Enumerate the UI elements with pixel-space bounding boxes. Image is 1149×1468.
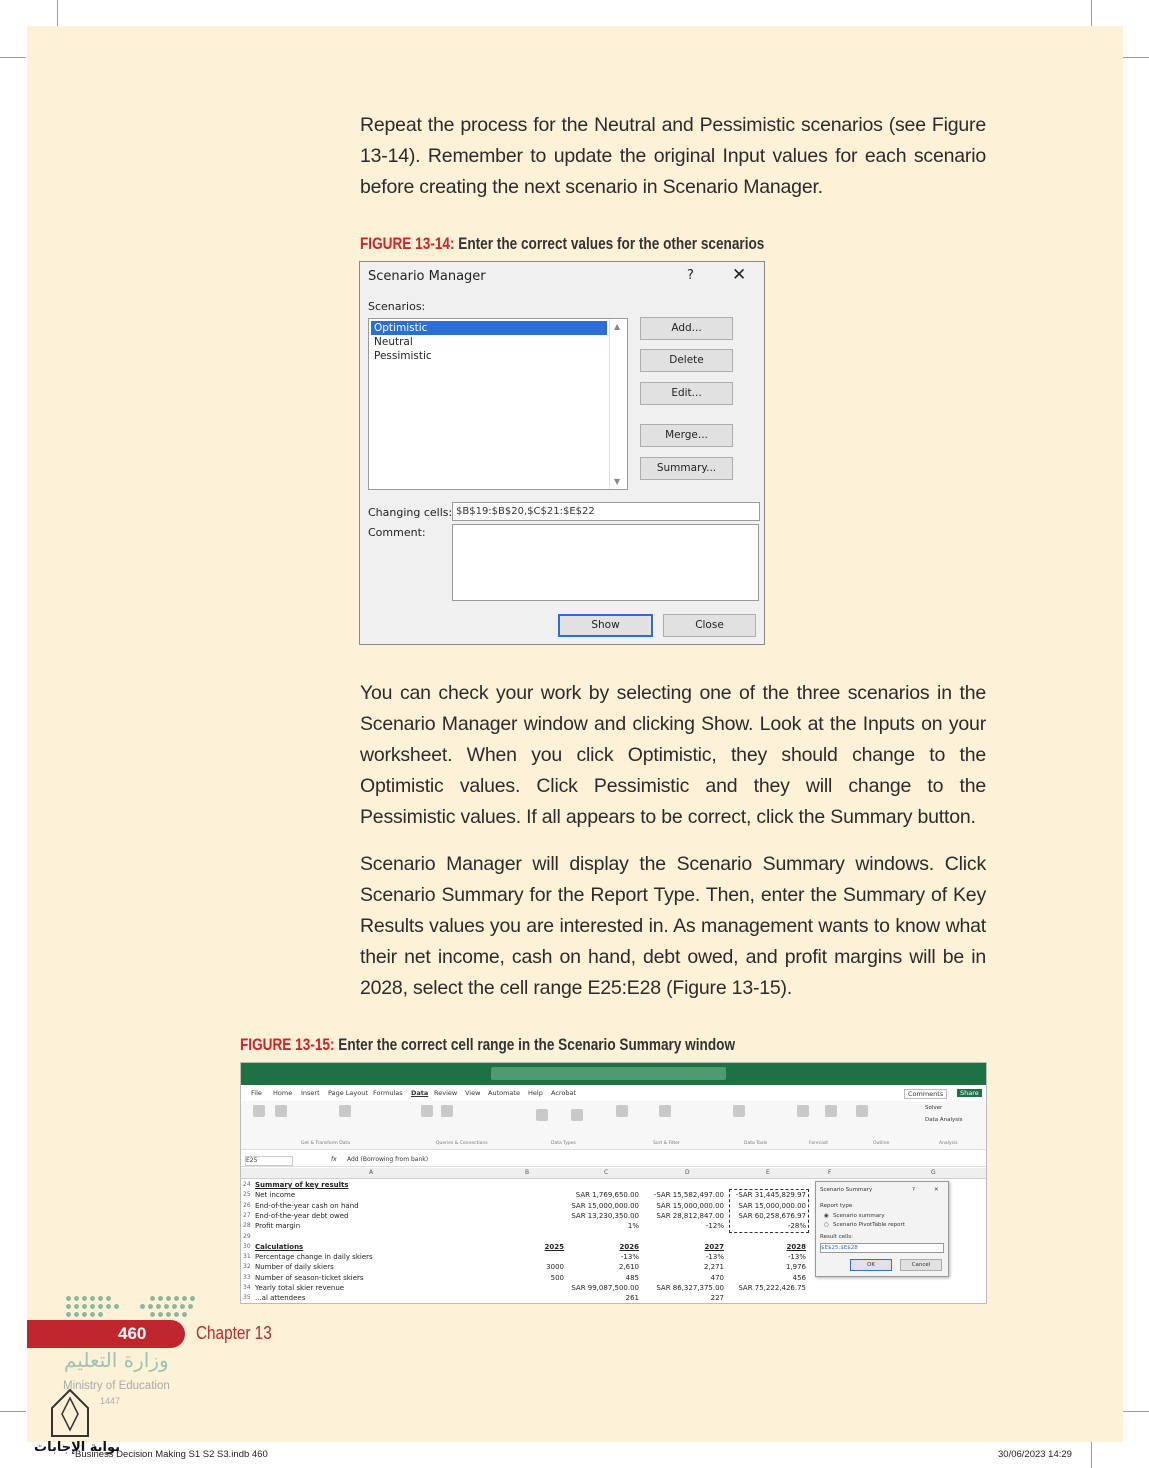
logo-dot: [82, 1304, 87, 1309]
logo-dot: [158, 1312, 163, 1317]
table-cell[interactable]: SAR 60,258,676.97: [738, 1211, 806, 1220]
table-cell[interactable]: -12%: [705, 1222, 724, 1231]
menu-file[interactable]: File: [251, 1089, 262, 1097]
column-header[interactable]: G: [931, 1169, 936, 1176]
pen-emblem-icon: [48, 1388, 92, 1440]
table-cell[interactable]: End-of-the-year debt owed: [255, 1211, 349, 1220]
share-button[interactable]: Share: [957, 1089, 982, 1097]
table-cell[interactable]: 456: [792, 1273, 806, 1282]
forecast-sheet-icon[interactable]: [825, 1105, 837, 1117]
from-text-icon[interactable]: [275, 1105, 287, 1117]
column-headers: [241, 1168, 986, 1179]
figure-13-15-caption: [240, 1035, 735, 1055]
logo-dot: [82, 1312, 87, 1317]
ribbon-group-label: Data Types: [551, 1141, 576, 1146]
table-cell[interactable]: 485: [625, 1273, 639, 1282]
table-cell[interactable]: SAR 86,327,375.00: [656, 1284, 724, 1292]
logo-dot: [190, 1296, 195, 1301]
row-number[interactable]: 24: [243, 1181, 251, 1188]
logo-dot: [74, 1304, 79, 1309]
add-button[interactable]: Add...: [640, 317, 733, 340]
paragraph-check-work: You can check your work by selecting one of the three scenarios in the Scenario Manager window and clicking Show. Look at the Inputs on your worksheet. When you click Optimistic, they should change to the Optimistic values. Click Pessimistic and they will change to the Pessimistic values. If all appears to be correct, click the Summary button.: [360, 682, 986, 828]
merge-button[interactable]: Merge...: [640, 424, 733, 447]
table-cell[interactable]: ...al attendees: [255, 1294, 306, 1303]
cancel-button[interactable]: Cancel: [900, 1259, 942, 1271]
scenario-summary-dialog: [815, 1181, 949, 1277]
column-header[interactable]: F: [828, 1169, 832, 1176]
table-cell[interactable]: SAR 1,769,650.00: [575, 1191, 639, 1200]
row-number[interactable]: 27: [243, 1211, 251, 1219]
table-cell[interactable]: -13%: [705, 1253, 724, 1262]
page-number-tab: [27, 1320, 185, 1348]
paragraph-repeat-process: Repeat the process for the Neutral and Pessimistic scenarios (see Figure 13-14). Remember to update the original Input values for each scenario before creating the next scenario in Scenario Manager.: [360, 114, 986, 198]
table-cell[interactable]: -13%: [787, 1253, 806, 1262]
queries-icon[interactable]: [441, 1105, 453, 1117]
logo-dot: [158, 1296, 163, 1301]
comment-field[interactable]: [452, 524, 759, 601]
ribbon-group-label: Forecast: [809, 1141, 829, 1146]
figure-caption-text: Enter the correct values for the other scenarios: [454, 234, 765, 253]
row-number[interactable]: 34: [243, 1284, 251, 1291]
scenario-item-pessimistic[interactable]: Pessimistic: [374, 350, 432, 362]
chapter-label: Chapter 13: [196, 1323, 272, 1343]
excel-ribbon: [241, 1101, 986, 1150]
table-cell[interactable]: 1%: [627, 1222, 639, 1231]
ribbon-group-label: Outline: [873, 1141, 890, 1146]
logo-dot: [182, 1296, 187, 1301]
table-cell[interactable]: 261: [625, 1294, 639, 1303]
selected-range-marquee: [729, 1189, 809, 1233]
table-cell[interactable]: SAR 28,812,847.00: [656, 1211, 724, 1220]
table-cell[interactable]: 3000: [546, 1263, 564, 1272]
figure-label: FIGURE 13-15:: [240, 1035, 335, 1054]
row-number[interactable]: 31: [243, 1253, 251, 1261]
table-cell[interactable]: SAR 15,000,000.00: [738, 1201, 806, 1210]
scenarios-label: Scenarios:: [368, 300, 426, 313]
fx-icon: fx: [331, 1156, 337, 1163]
page-number: 460: [118, 1324, 147, 1343]
logo-dot: [166, 1296, 171, 1301]
changing-cells-field[interactable]: $B$19:$B$20,$C$21:$E$22: [452, 502, 760, 521]
table-cell[interactable]: Number of daily skiers: [255, 1263, 334, 1272]
scenarios-listbox[interactable]: [368, 318, 628, 490]
figure-caption-text: Enter the correct cell range in the Scenario Summary window: [334, 1035, 736, 1054]
radio-unselected-icon[interactable]: ○: [824, 1222, 829, 1228]
table-cell[interactable]: Percentage change in daily skiers: [255, 1253, 373, 1262]
table-cell[interactable]: Profit margin: [255, 1222, 301, 1231]
result-cells-label: Result cells:: [820, 1234, 853, 1240]
row-number[interactable]: 35: [243, 1294, 251, 1302]
changing-cells-label: Changing cells:: [368, 506, 453, 519]
table-cell[interactable]: 2028: [786, 1242, 806, 1251]
delete-button[interactable]: Delete: [640, 349, 733, 372]
table-cell[interactable]: Summary of key results: [255, 1181, 349, 1189]
formula-bar: [241, 1154, 986, 1167]
logo-dot: [172, 1304, 177, 1309]
watermark-text: بوابة الإجابات: [34, 1440, 120, 1455]
logo-dot: [106, 1296, 111, 1301]
dialog-title: Scenario Manager: [368, 269, 486, 284]
logo-dot: [90, 1296, 95, 1301]
radio-selected-icon[interactable]: ◉: [824, 1213, 829, 1219]
logo-dot: [174, 1296, 179, 1301]
text-to-columns-icon[interactable]: [733, 1105, 745, 1117]
table-cell[interactable]: SAR 13,230,350.00: [571, 1211, 639, 1220]
paragraph-scenario-summary: Scenario Manager will display the Scenario Summary windows. Click Scenario Summary for the Report Type. Then, enter the Summary of Key Results values you are interested in. As management wants to know what their net income, cash on hand, debt owed, and profit margins will be in 2028, select the cell range E25:E28 (Figure 13-15).: [360, 853, 986, 999]
summary-button[interactable]: Summary...: [640, 457, 733, 480]
logo-dot: [82, 1296, 87, 1301]
scenario-item-neutral[interactable]: Neutral: [374, 336, 413, 348]
currencies-icon[interactable]: [571, 1109, 583, 1121]
logo-dot: [98, 1312, 103, 1317]
logo-dot: [150, 1312, 155, 1317]
logo-dot: [156, 1304, 161, 1309]
close-icon[interactable]: ✕: [732, 265, 747, 285]
show-button[interactable]: Show: [558, 614, 653, 637]
excel-screenshot: [240, 1062, 987, 1304]
help-icon[interactable]: ?: [912, 1187, 915, 1193]
get-data-icon[interactable]: [253, 1105, 265, 1117]
help-icon[interactable]: ?: [687, 268, 694, 283]
logo-dot: [180, 1304, 185, 1309]
row-number[interactable]: 26: [243, 1201, 251, 1209]
table-cell[interactable]: Yearly total skier revenue: [255, 1284, 345, 1292]
table-cell[interactable]: 500: [550, 1273, 564, 1282]
logo-dot: [182, 1312, 187, 1317]
ribbon-group-label: Data Tools: [744, 1141, 768, 1146]
logo-dot: [140, 1304, 145, 1309]
table-cell[interactable]: Calculations: [255, 1242, 304, 1251]
table-cell[interactable]: SAR 15,000,000.00: [571, 1201, 639, 1210]
menu-formulas[interactable]: Formulas: [373, 1089, 403, 1097]
figure-label: FIGURE 13-14:: [360, 234, 455, 253]
logo-dot: [74, 1296, 79, 1301]
row-number[interactable]: 29: [243, 1232, 251, 1240]
ribbon-group-label: Get & Transform Data: [301, 1141, 350, 1146]
column-header[interactable]: D: [685, 1169, 690, 1176]
stocks-icon[interactable]: [536, 1109, 548, 1121]
table-cell[interactable]: 2025: [544, 1242, 564, 1251]
scenario-summary-option[interactable]: Scenario summary: [833, 1213, 885, 1219]
column-header[interactable]: A: [369, 1169, 374, 1176]
scenario-manager-dialog: [359, 261, 765, 645]
table-cell[interactable]: End-of-the-year cash on hand: [255, 1201, 359, 1210]
table-cell[interactable]: 1,976: [785, 1263, 806, 1272]
solver-button[interactable]: Solver: [925, 1105, 943, 1111]
logo-dot: [164, 1304, 169, 1309]
data-analysis-button[interactable]: Data Analysis: [925, 1117, 963, 1123]
table-cell[interactable]: -13%: [620, 1253, 639, 1262]
table-cell[interactable]: -28%: [787, 1222, 806, 1231]
print-slug-file: Business Decision Making S1 S2 S3.indb 460: [75, 1449, 268, 1460]
logo-dot: [174, 1312, 179, 1317]
ribbon-group-label: Analysis: [939, 1141, 958, 1146]
pivottable-report-option[interactable]: Scenario PivotTable report: [833, 1222, 905, 1228]
logo-dot: [90, 1304, 95, 1309]
ministry-english-name: Ministry of Education: [63, 1380, 170, 1392]
table-cell[interactable]: 227: [710, 1294, 724, 1303]
ok-button[interactable]: OK: [850, 1259, 892, 1271]
listbox-scrollbar[interactable]: [609, 319, 627, 489]
sort-icon[interactable]: [616, 1105, 628, 1117]
table-cell[interactable]: 2,610: [618, 1263, 639, 1272]
table-cell[interactable]: Number of season-ticket skiers: [255, 1273, 364, 1282]
logo-dot: [188, 1304, 193, 1309]
logo-dot: [66, 1304, 71, 1309]
logo-dot: [98, 1304, 103, 1309]
close-button[interactable]: Close: [663, 614, 756, 637]
ribbon-group-label: Queries & Connections: [436, 1141, 488, 1146]
table-cell[interactable]: Net income: [255, 1191, 296, 1200]
column-header[interactable]: C: [604, 1169, 609, 1176]
ministry-year: 1447: [100, 1396, 121, 1406]
table-cell[interactable]: SAR 15,000,000.00: [656, 1201, 724, 1210]
menu-automate[interactable]: Automate: [488, 1089, 520, 1097]
menu-view[interactable]: View: [465, 1089, 481, 1097]
row-number[interactable]: 32: [243, 1263, 251, 1271]
scenario-item-optimistic[interactable]: Optimistic: [371, 321, 607, 335]
logo-dot: [66, 1312, 71, 1317]
table-cell[interactable]: -SAR 31,445,829.97: [735, 1191, 806, 1200]
table-cell[interactable]: 2026: [619, 1242, 639, 1251]
formula-input[interactable]: Add (Borrowing from bank): [347, 1156, 429, 1163]
print-slug-date: 30/06/2023 14:29: [998, 1449, 1072, 1460]
row-number[interactable]: 33: [243, 1273, 251, 1281]
column-header[interactable]: B: [525, 1169, 530, 1176]
table-cell[interactable]: 470: [710, 1273, 724, 1282]
row-number[interactable]: 28: [243, 1222, 251, 1230]
scroll-down-icon[interactable]: ▼: [614, 477, 621, 486]
logo-dot: [106, 1304, 111, 1309]
filter-icon[interactable]: [659, 1105, 671, 1117]
menu-review[interactable]: Review: [434, 1089, 458, 1097]
logo-dot: [74, 1312, 79, 1317]
outline-icon[interactable]: [856, 1105, 868, 1117]
logo-dot: [114, 1304, 119, 1309]
table-cell[interactable]: -SAR 15,582,497.00: [653, 1191, 724, 1200]
comments-button[interactable]: Comments: [904, 1089, 947, 1099]
name-box[interactable]: E25: [245, 1156, 293, 1166]
result-cells-input[interactable]: $E$25:$E$28: [820, 1243, 944, 1253]
refresh-all-icon[interactable]: [421, 1105, 433, 1117]
menu-acrobat[interactable]: Acrobat: [551, 1089, 577, 1097]
summary-dialog-title: Scenario Summary: [820, 1187, 873, 1193]
excel-search-box[interactable]: [491, 1067, 726, 1080]
menu-data[interactable]: Data: [411, 1089, 429, 1097]
comment-label: Comment:: [368, 526, 426, 539]
table-cell[interactable]: SAR 75,222,426.75: [738, 1284, 806, 1292]
logo-dot: [166, 1312, 171, 1317]
edit-button[interactable]: Edit...: [640, 382, 733, 405]
recent-sources-icon[interactable]: [339, 1105, 351, 1117]
row-number[interactable]: 25: [243, 1191, 251, 1199]
figure-13-14-caption: [360, 234, 764, 254]
column-header[interactable]: E: [766, 1169, 770, 1176]
menu-insert[interactable]: Insert: [301, 1089, 320, 1097]
scroll-up-icon[interactable]: ▲: [614, 322, 621, 331]
table-cell[interactable]: 2027: [704, 1242, 724, 1251]
logo-dot: [148, 1304, 153, 1309]
menu-help[interactable]: Help: [528, 1089, 543, 1097]
ribbon-group-label: Sort & Filter: [653, 1141, 680, 1146]
menu-home[interactable]: Home: [273, 1089, 293, 1097]
logo-dot: [150, 1296, 155, 1301]
ministry-arabic-name: وزارة التعليم: [64, 1348, 169, 1372]
logo-dot: [66, 1296, 71, 1301]
table-cell[interactable]: SAR 99,087,500.00: [571, 1284, 639, 1292]
table-cell[interactable]: 2,271: [703, 1263, 724, 1272]
logo-dot: [98, 1296, 103, 1301]
report-type-label: Report type: [820, 1203, 853, 1209]
logo-dot: [90, 1312, 95, 1317]
what-if-analysis-icon[interactable]: [797, 1105, 809, 1117]
row-number[interactable]: 30: [243, 1242, 251, 1250]
excel-title-bar: [241, 1063, 986, 1085]
close-icon[interactable]: ✕: [934, 1187, 939, 1193]
menu-page-layout[interactable]: Page Layout: [328, 1089, 368, 1097]
